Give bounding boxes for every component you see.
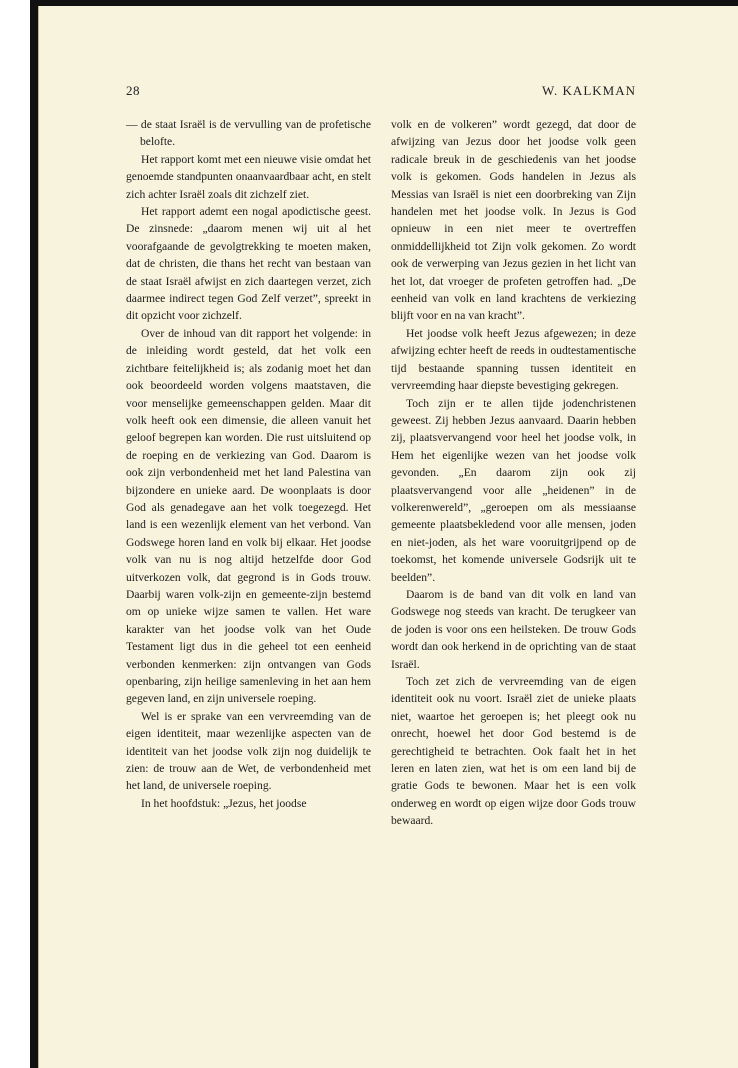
paragraph: Wel is er sprake van een vervreemding van de eigen identiteit, maar wezenlijke aspecten van de identiteit van het joodse volk zijn nog duidelijk te zien: de trouw aan de Wet, de verbondenheid met het land, de universele roeping. bbox=[126, 709, 371, 793]
scan-edge-top bbox=[38, 0, 738, 6]
paragraph: Het rapport komt met een nieuwe visie omdat het genoemde standpunten onaanvaardbaar acht, en stelt zich achter Israël zoals dit zichzelf ziet. bbox=[126, 152, 371, 201]
paragraph: Het rapport ademt een nogal apodictische geest. De zinsnede: „daarom menen wij uit al het voorafgaande de gevolgtrekking te moeten maken, dat de christen, die thans het recht van bestaan van de staat Israël afwijst en zich daartegen verzet, zich daarmee indirect tegen God Zelf verzet”, spreekt in dit opzicht voor zichzelf. bbox=[126, 205, 371, 323]
right-column bbox=[391, 116, 636, 830]
paragraph: Toch zet zich de vervreemding van de eigen identiteit ook nu voort. Israël ziet de unieke plaats niet, waartoe het geroepen is; het pleegt ook nu onrecht, hoewel het door God bestemd is de gerechtigheid te betrachten. Ook faalt het in het leren en laten zien, wat het is om een land bij de gratie Gods te bewonen. Maar het is een volk onderweg en wordt op eigen wijze door Gods trouw bewaard. bbox=[391, 675, 636, 828]
paragraph: volk en de volkeren” wordt gezegd, dat door de afwijzing van Jezus door het joodse volk geen radicale breuk in de geschiedenis van het joodse volk is gekomen. Gods handelen in Jezus als Messias van Israël is niet een doorbreking van Zijn handelen met het joodse volk. In Jezus is God opnieuw in een niet meer te overtreffen onmiddellijkheid tot Zijn volk gekomen. Zo wordt ook de verwerping van Jezus gezien in het licht van het lot, dat vroeger de profeten getroffen had. „De eenheid van volk en land krachtens de verkiezing blijft voor en na van kracht”. bbox=[391, 118, 636, 323]
paragraph: In het hoofdstuk: „Jezus, het joodse bbox=[141, 796, 307, 810]
paragraph: Het joodse volk heeft Jezus afgewezen; in deze afwijzing echter heeft de reeds in oudtestamentische tijd bestaande spanning tussen identiteit en vervreemding haar diepste bevestiging gekregen. bbox=[391, 326, 636, 393]
running-head: W. KALKMAN bbox=[541, 83, 636, 98]
paragraph: Over de inhoud van dit rapport het volgende: in de inleiding wordt gesteld, dat het volk een zichtbare feitelijkheid is; als zodanig moet het dan ook beoordeeld worden volgens maatstaven, die voor menselijke gemeenschappen gelden. Maar dit volk heeft ook een dimensie, die alleen vanuit het geloof begrepen kan worden. Die rust uitsluitend op de roeping en de verkiezing van God. Daarom is ook zijn verbondenheid met het land Palestina van bijzondere en unieke aard. De woonplaats is door God als genadegave aan het volk toegezegd. Het land is een wezenlijk element van het verbond. Van Godswege horen land en volk bij elkaar. Het joodse volk van nu is nog altijd hetzelfde door God uitverkozen volk, dat gegrond is in Gods trouw. Daarbij waren volk-zijn en gemeente-zijn bestemd om op unieke wijze samen te vallen. Het ware karakter van het joodse volk van het Oude Testament ligt dus in die geheel tot een eenheid verbonden kenmerken: zijn ontvangen van Gods openbaring, zijn heilige samenleving in het aan hem gegeven land, en zijn universele roeping. bbox=[126, 326, 371, 706]
scan-edge-left bbox=[30, 0, 38, 1068]
left-column bbox=[126, 116, 371, 812]
page-number: 28 bbox=[126, 83, 140, 98]
paragraph: — de staat Israël is de vervulling van de profetische belofte. bbox=[126, 118, 371, 149]
paragraph: Daarom is de band van dit volk en land van Godswege nog steeds van kracht. De terugkeer van de joden is voor ons een heilsteken. De trouw Gods wordt dan ook herkend in de oprichting van de staat Israël. bbox=[391, 587, 636, 671]
paragraph: Toch zijn er te allen tijde jodenchristenen geweest. Zij hebben Jezus aanvaard. Daarin hebben zij, plaatsvervangend voor heel het joodse volk, in Hem het eigenlijke wezen van het joodse volk gevonden. „En daarom zijn ook zij plaatsvervangend voor alle „heidenen” in de volkerenwereld”, „geroepen om als messiaanse gemeente plaatsbekledend voor alle mensen, joden en niet-joden, als het ware vooruitgrijpend op de toekomst, het komende universele Godsrijk uit te beelden”. bbox=[391, 396, 636, 584]
